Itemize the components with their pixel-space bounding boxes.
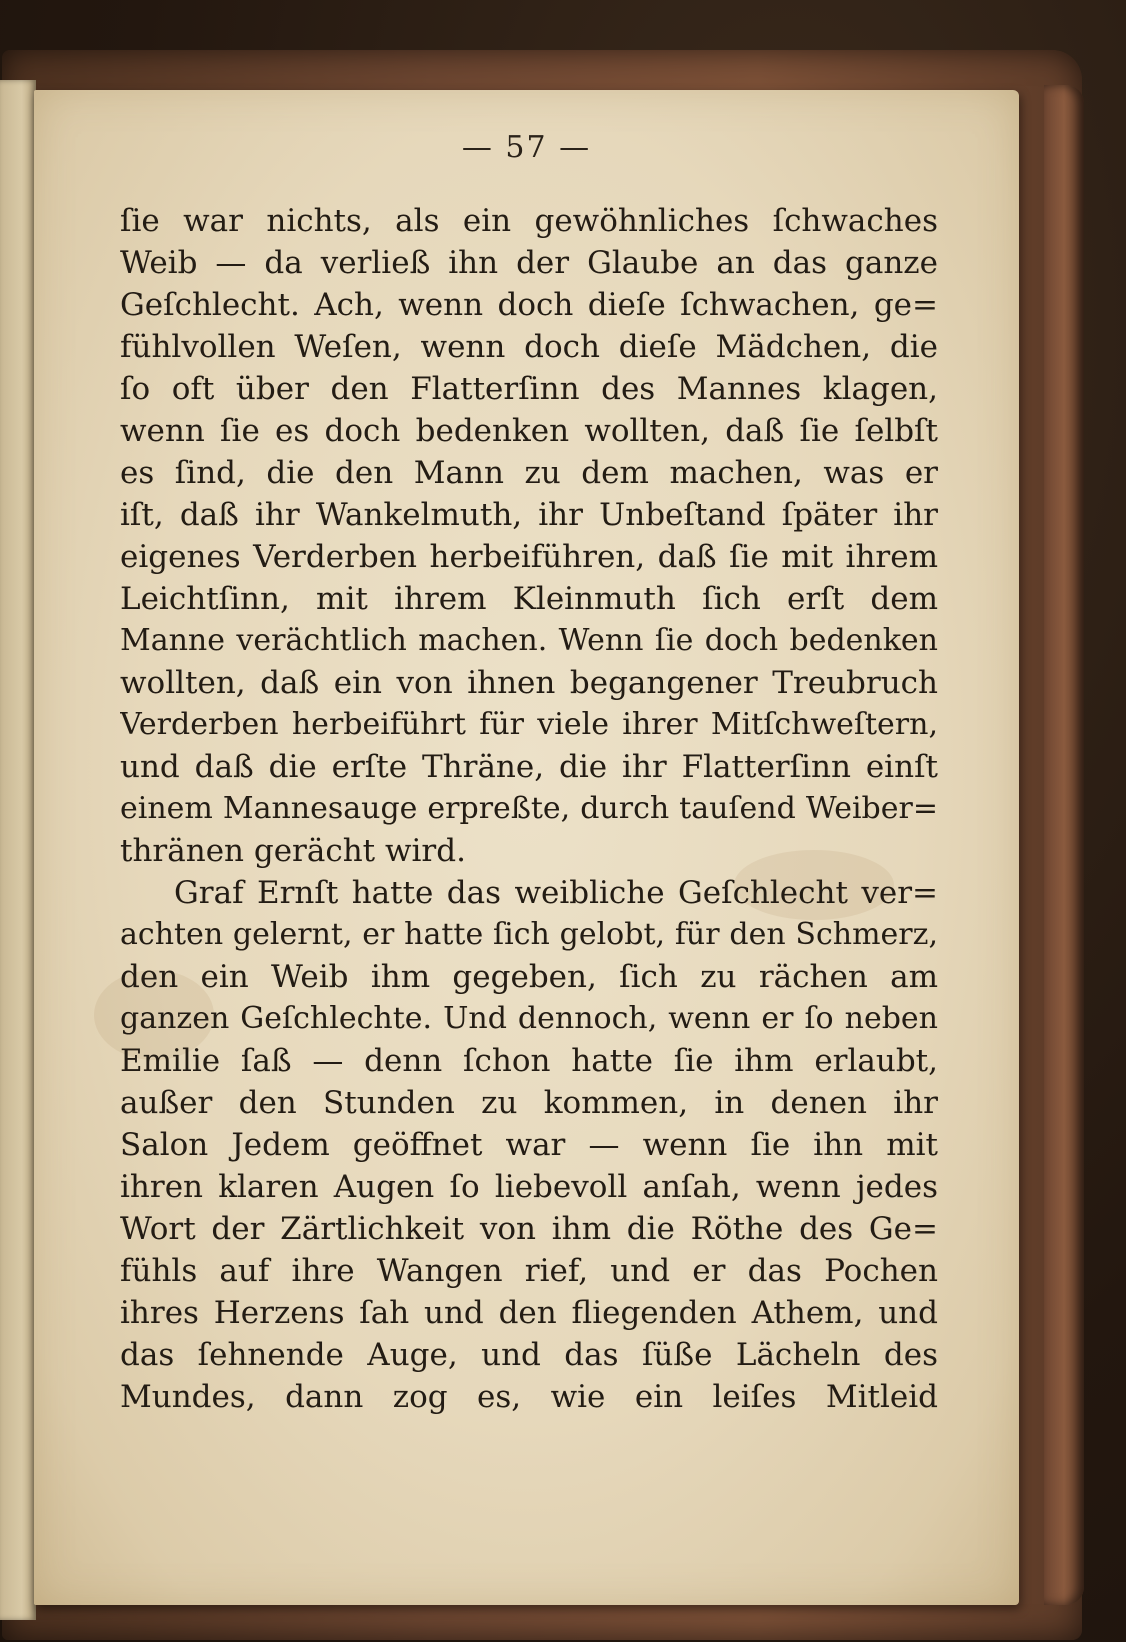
text-line: den ein Weib ihm gegeben, ſich zu rächen am <box>120 959 938 995</box>
text-line: wenn ſie es doch bedenken wollten, daß ſie ſelbſt <box>120 413 938 449</box>
text-line: Leichtſinn, mit ihrem Kleinmuth ſich erſt dem <box>120 581 938 617</box>
book-page <box>34 90 1019 1605</box>
text-line: ihres Herzens ſah und den fliegenden Athem, und <box>120 1295 938 1331</box>
text-line: außer den Stunden zu kommen, in denen ihr <box>120 1085 938 1121</box>
text-line: Manne verächtlich machen. Wenn ſie doch bedenken <box>120 623 938 658</box>
text-line: Wort der Zärtlichkeit von ihm die Röthe des Ge= <box>120 1211 938 1247</box>
text-line: fühls auf ihre Wangen rief, und er das Pochen <box>120 1253 938 1289</box>
page-number: — 57 — <box>461 130 592 165</box>
text-line: Salon Jedem geöffnet war — wenn ſie ihn mit <box>120 1127 938 1163</box>
text-line: es ſind, die den Mann zu dem machen, was er <box>120 455 938 491</box>
text-line: und daß die erſte Thräne, die ihr Flatterſinn einſt <box>120 749 938 785</box>
text-line: ihren klaren Augen ſo liebevoll anſah, wenn jedes <box>120 1169 938 1205</box>
book-cover-edge <box>1044 85 1084 1605</box>
previous-page-edge <box>0 80 36 1620</box>
text-line: fühlvollen Weſen, wenn doch dieſe Mädchen, die <box>120 329 938 365</box>
text-line: das ſehnende Auge, und das ſüße Lächeln des <box>120 1337 938 1373</box>
text-line: Verderben herbeiführt für viele ihrer Mitſchweſtern, <box>120 707 938 742</box>
text-line: einem Mannesauge erpreßte, durch tauſend Weiber= <box>120 791 938 826</box>
text-line: ſie war nichts, als ein gewöhnliches ſchwaches <box>120 203 938 239</box>
text-line: wollten, daß ein von ihnen begangener Treubruch <box>120 665 938 701</box>
text-line: Mundes, dann zog es, wie ein leiſes Mitleid <box>120 1379 938 1415</box>
text-line: Geſchlecht. Ach, wenn doch dieſe ſchwachen, ge= <box>120 287 938 323</box>
text-line: thränen gerächt wird. <box>120 833 466 869</box>
text-line: achten gelernt, er hatte ſich gelobt, für den Schmerz, <box>120 917 938 952</box>
text-line: Weib — da verließ ihn der Glaube an das ganze <box>120 245 938 281</box>
text-line: ganzen Geſchlechte. Und dennoch, wenn er ſo neben <box>120 1001 938 1036</box>
text-line: Emilie ſaß — denn ſchon hatte ſie ihm erlaubt, <box>120 1043 938 1079</box>
text-line: iſt, daß ihr Wankelmuth, ihr Unbeſtand ſpäter ihr <box>120 497 938 533</box>
text-line: eigenes Verderben herbeiführen, daß ſie mit ihrem <box>120 539 938 575</box>
page-text <box>120 200 938 1418</box>
text-line: ſo oft über den Flatterſinn des Mannes klagen, <box>120 371 938 407</box>
text-line: Graf Ernſt hatte das weibliche Geſchlecht ver= <box>174 875 938 911</box>
